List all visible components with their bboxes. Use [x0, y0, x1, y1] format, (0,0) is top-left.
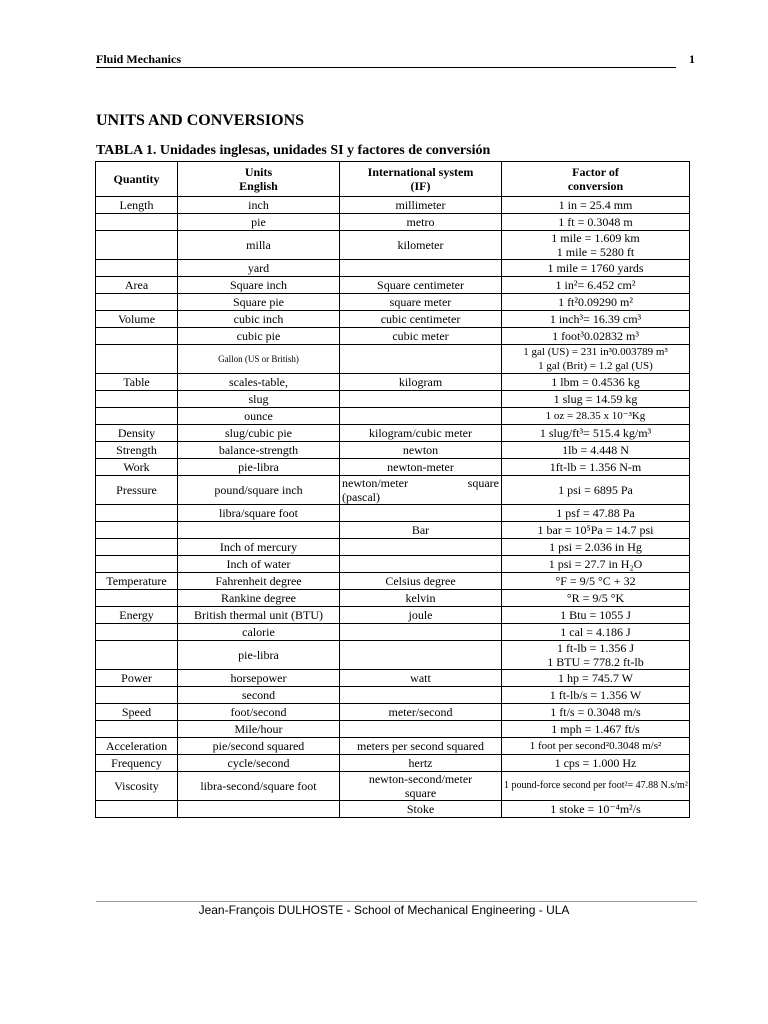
- english-unit-cell-text: Gallon (US or British): [218, 354, 299, 364]
- header-intl-line1: International system: [367, 165, 474, 179]
- international-unit-cell: [340, 459, 502, 476]
- english-unit-cell: [178, 607, 340, 624]
- conversion-factor-cell-text-2: 1 mile = 5280 ft: [556, 245, 635, 259]
- quantity-cell: [96, 670, 178, 687]
- conversion-factor-cell: [502, 442, 690, 459]
- quantity-cell: [96, 277, 178, 294]
- conversion-factor-cell-text: 1 ft/s = 0.3048 m/s: [550, 705, 641, 719]
- quantity-cell: [96, 704, 178, 721]
- quantity-cell: [96, 772, 178, 801]
- english-unit-cell: [178, 425, 340, 442]
- table-row: [96, 345, 690, 374]
- international-unit-cell-text: Bar: [411, 523, 430, 537]
- international-unit-cell: [340, 391, 502, 408]
- quantity-cell-text: Power: [121, 671, 152, 685]
- international-unit-cell: [340, 294, 502, 311]
- conversion-factor-cell-text-2: 1 gal (Brit) = 1.2 gal (US): [538, 360, 653, 372]
- conversion-factor-cell-text: 1 cps = 1.000 Hz: [554, 756, 637, 770]
- english-unit-cell-text: Square inch: [230, 278, 287, 292]
- conversion-factor-cell: [502, 556, 690, 573]
- quantity-cell-text: Frequency: [111, 756, 162, 770]
- section-title: UNITS AND CONVERSIONS: [96, 112, 305, 129]
- conversion-factor-cell-text: 1 psf = 47.88 Pa: [556, 506, 635, 520]
- international-unit-cell: [340, 260, 502, 277]
- english-unit-cell: [178, 391, 340, 408]
- international-unit-cell-text-2: (pascal): [342, 490, 380, 504]
- international-unit-cell: [340, 231, 502, 260]
- quantity-cell: [96, 260, 178, 277]
- conversion-factor-cell-text: 1 foot per second²0.3048 m/s²: [529, 740, 662, 752]
- quantity-cell: [96, 505, 178, 522]
- conversion-factor-cell: [502, 311, 690, 328]
- english-unit-cell: [178, 801, 340, 818]
- english-unit-cell: [178, 721, 340, 738]
- english-unit-cell-text: slug/cubic pie: [225, 426, 292, 440]
- conversion-factor-cell: [502, 408, 690, 425]
- conversion-factor-cell: [502, 641, 690, 670]
- table-caption: TABLA 1. Unidades inglesas, unidades SI y factores de conversión: [96, 143, 491, 158]
- international-unit-cell: [340, 197, 502, 214]
- conversion-factor-cell: [502, 670, 690, 687]
- conversion-factor-cell-text: 1 psi = 27.7 in H₂O: [548, 557, 643, 571]
- international-unit-cell-text: newton-meter: [387, 460, 454, 474]
- page-header: [96, 52, 676, 68]
- international-unit-cell: [340, 425, 502, 442]
- table-row: [96, 505, 690, 522]
- english-unit-cell-text: milla: [246, 238, 271, 252]
- conversion-factor-cell-text: 1 mile = 1760 yards: [547, 261, 644, 275]
- table-row: [96, 687, 690, 704]
- international-unit-cell: [340, 539, 502, 556]
- conversion-factor-cell-text: 1 bar = 10⁵Pa = 14.7 psi: [537, 523, 654, 537]
- international-unit-cell: [340, 590, 502, 607]
- international-unit-cell: [340, 442, 502, 459]
- table-row: [96, 311, 690, 328]
- conversion-factor-cell: [502, 573, 690, 590]
- international-unit-cell: [340, 476, 502, 505]
- quantity-cell: [96, 442, 178, 459]
- conversion-factor-cell-text: 1 gal (US) = 231 in³0.003789 m³: [523, 346, 668, 358]
- english-unit-cell: [178, 573, 340, 590]
- conversion-factor-cell-text: 1lb = 4.448 N: [562, 443, 629, 457]
- english-unit-cell-text: foot/second: [230, 705, 287, 719]
- conversion-factor-cell: [502, 294, 690, 311]
- english-unit-cell: [178, 345, 340, 374]
- english-unit-cell: [178, 641, 340, 670]
- table-row: [96, 755, 690, 772]
- header-factor: [502, 162, 690, 197]
- table-row: [96, 573, 690, 590]
- conversion-factor-cell-text: 1 ft-lb/s = 1.356 W: [549, 688, 642, 702]
- quantity-cell-text: Area: [124, 278, 149, 292]
- conversion-table: [95, 161, 690, 818]
- english-unit-cell: [178, 214, 340, 231]
- conversion-factor-cell: [502, 345, 690, 374]
- international-unit-cell-text: meter/second: [388, 705, 453, 719]
- english-unit-cell-text: calorie: [242, 625, 275, 639]
- table-row: [96, 721, 690, 738]
- english-unit-cell-text: slug: [248, 392, 269, 406]
- english-unit-cell-text: second: [241, 688, 276, 702]
- english-unit-cell-text: pie: [251, 215, 266, 229]
- conversion-factor-cell: [502, 214, 690, 231]
- page-number: 1: [689, 52, 695, 66]
- quantity-cell: [96, 721, 178, 738]
- english-unit-cell-text: scales-table,: [229, 375, 288, 389]
- conversion-factor-cell-text: 1 foot³0.02832 m³: [552, 329, 639, 343]
- table-row: [96, 607, 690, 624]
- conversion-factor-cell: [502, 755, 690, 772]
- quantity-cell: [96, 294, 178, 311]
- international-unit-cell: [340, 624, 502, 641]
- page-footer: Jean-François DULHOSTE - School of Mechanical Engineering - ULA: [198, 903, 570, 917]
- international-unit-cell: [340, 738, 502, 755]
- table-header-row: [96, 162, 690, 197]
- international-unit-cell-text: meters per second squared: [357, 739, 484, 753]
- conversion-factor-cell: [502, 687, 690, 704]
- table-row: [96, 391, 690, 408]
- conversion-factor-cell-text: 1 ft = 0.3048 m: [558, 215, 633, 229]
- english-unit-cell-text: Square pie: [233, 295, 284, 309]
- table-row: [96, 408, 690, 425]
- table-row: [96, 277, 690, 294]
- conversion-factor-cell: [502, 624, 690, 641]
- conversion-factor-cell-text: 1 slug = 14.59 kg: [553, 392, 638, 406]
- quantity-cell: [96, 687, 178, 704]
- conversion-factor-cell-text-2: 1 BTU = 778.2 ft-lb: [547, 655, 644, 669]
- header-title: Fluid Mechanics: [96, 52, 182, 66]
- international-unit-cell: [340, 607, 502, 624]
- english-unit-cell: [178, 408, 340, 425]
- english-unit-cell: [178, 556, 340, 573]
- english-unit-cell: [178, 505, 340, 522]
- header-factor-line1: Factor of: [572, 165, 619, 179]
- conversion-factor-cell: [502, 260, 690, 277]
- english-unit-cell-text: libra/square foot: [219, 506, 298, 520]
- table-row: [96, 641, 690, 670]
- conversion-factor-cell-text: 1 stoke = 10⁻⁴m²/s: [550, 802, 641, 816]
- english-unit-cell-text: inch: [248, 198, 269, 212]
- quantity-cell-text: Density: [117, 426, 156, 440]
- conversion-factor-cell: [502, 590, 690, 607]
- international-unit-cell: [340, 755, 502, 772]
- english-unit-cell: [178, 772, 340, 801]
- quantity-cell: [96, 522, 178, 539]
- conversion-factor-cell-text: 1 mph = 1.467 ft/s: [551, 722, 640, 736]
- international-unit-cell-text: Celsius degree: [385, 574, 456, 588]
- table-row: [96, 772, 690, 801]
- conversion-factor-cell: [502, 801, 690, 818]
- international-unit-cell-text: millimeter: [395, 198, 446, 212]
- english-unit-cell-text: pie/second squared: [212, 739, 305, 753]
- conversion-factor-cell-text: 1 in = 25.4 mm: [558, 198, 633, 212]
- international-unit-cell-text: watt: [410, 671, 431, 685]
- conversion-factor-cell: [502, 522, 690, 539]
- english-unit-cell: [178, 231, 340, 260]
- table-row: [96, 670, 690, 687]
- international-unit-cell-text: kilometer: [397, 238, 444, 252]
- footer-divider: [96, 901, 697, 902]
- international-unit-cell: [340, 522, 502, 539]
- conversion-factor-cell-text: 1 psi = 2.036 in Hg: [549, 540, 642, 554]
- quantity-cell: [96, 624, 178, 641]
- conversion-factor-cell-text: 1 in²= 6.452 cm²: [555, 278, 636, 292]
- quantity-cell: [96, 214, 178, 231]
- table-row: [96, 442, 690, 459]
- english-unit-cell: [178, 687, 340, 704]
- english-unit-cell-text: Fahrenheit degree: [215, 574, 302, 588]
- international-unit-cell-text: cubic centimeter: [380, 312, 461, 326]
- english-unit-cell-text: libra-second/square foot: [200, 779, 317, 793]
- table-row: [96, 425, 690, 442]
- quantity-cell: [96, 476, 178, 505]
- conversion-factor-cell: [502, 539, 690, 556]
- quantity-cell: [96, 573, 178, 590]
- conversion-factor-cell-text: 1 ft-lb = 1.356 J: [556, 641, 635, 655]
- conversion-factor-cell: [502, 425, 690, 442]
- international-unit-cell: [340, 374, 502, 391]
- international-unit-cell: [340, 408, 502, 425]
- international-unit-cell: [340, 556, 502, 573]
- conversion-factor-cell-text: 1 mile = 1.609 km: [551, 231, 640, 245]
- conversion-factor-cell-text: 1 cal = 4.186 J: [560, 625, 631, 639]
- international-unit-cell: [340, 670, 502, 687]
- quantity-cell: [96, 374, 178, 391]
- quantity-cell-text: Table: [123, 375, 150, 389]
- quantity-cell-text: Energy: [119, 608, 154, 622]
- english-unit-cell: [178, 197, 340, 214]
- english-unit-cell: [178, 328, 340, 345]
- international-unit-cell-text: newton-second/meter: [368, 772, 473, 786]
- table-row: [96, 328, 690, 345]
- english-unit-cell-text: pound/square inch: [214, 483, 303, 497]
- international-unit-cell: [340, 801, 502, 818]
- english-unit-cell: [178, 670, 340, 687]
- header-units-line2: English: [239, 179, 278, 193]
- quantity-cell: [96, 801, 178, 818]
- english-unit-cell: [178, 374, 340, 391]
- quantity-cell-text: Speed: [121, 705, 152, 719]
- table-row: [96, 590, 690, 607]
- conversion-factor-cell-text: 1 psi = 6895 Pa: [558, 483, 633, 497]
- table-row: [96, 801, 690, 818]
- international-unit-cell: [340, 772, 502, 801]
- table-row: [96, 476, 690, 505]
- english-unit-cell: [178, 442, 340, 459]
- table-row: [96, 556, 690, 573]
- conversion-factor-cell: [502, 772, 690, 801]
- quantity-cell: [96, 311, 178, 328]
- quantity-cell-text: Pressure: [116, 483, 157, 497]
- quantity-cell: [96, 590, 178, 607]
- conversion-factor-cell: [502, 721, 690, 738]
- international-unit-cell-text: Square centimeter: [377, 278, 464, 292]
- quantity-cell: [96, 328, 178, 345]
- conversion-factor-cell: [502, 391, 690, 408]
- conversion-factor-cell-text: 1 pound-force second per foot²= 47.88 N.s/m²: [504, 780, 688, 791]
- international-unit-cell-text: newton/meter square: [342, 476, 499, 490]
- header-factor-line2: conversion: [567, 179, 624, 193]
- english-unit-cell-text: cubic pie: [236, 329, 281, 343]
- international-unit-cell: [340, 687, 502, 704]
- english-unit-cell-text: ounce: [244, 409, 273, 423]
- international-unit-cell-text: cubic meter: [392, 329, 449, 343]
- conversion-factor-cell-text: 1 inch³= 16.39 cm³: [549, 312, 642, 326]
- quantity-cell: [96, 738, 178, 755]
- english-unit-cell-text: British thermal unit (BTU): [194, 608, 323, 622]
- table-row: [96, 294, 690, 311]
- english-unit-cell: [178, 476, 340, 505]
- international-unit-cell: [340, 311, 502, 328]
- conversion-factor-cell: [502, 328, 690, 345]
- quantity-cell-text: Acceleration: [105, 739, 168, 753]
- english-unit-cell-text: Inch of mercury: [219, 540, 298, 554]
- international-unit-cell-text: newton: [402, 443, 439, 457]
- international-unit-cell-text: Stoke: [406, 802, 435, 816]
- english-unit-cell-text: Rankine degree: [221, 591, 296, 605]
- table-body: [96, 197, 690, 818]
- english-unit-cell: [178, 459, 340, 476]
- international-unit-cell: [340, 573, 502, 590]
- english-unit-cell: [178, 624, 340, 641]
- international-unit-cell-text: kelvin: [405, 591, 436, 605]
- international-unit-cell-text: square meter: [389, 295, 452, 309]
- header-units: [178, 162, 340, 197]
- quantity-cell: [96, 459, 178, 476]
- quantity-cell-text: Temperature: [106, 574, 167, 588]
- english-unit-cell: [178, 590, 340, 607]
- quantity-cell-text: Strength: [116, 443, 157, 457]
- conversion-factor-cell-text: 1ft-lb = 1.356 N-m: [549, 460, 642, 474]
- english-unit-cell-text: cubic inch: [233, 312, 284, 326]
- conversion-factor-cell-text: 1 ft²0.09290 m²: [558, 295, 633, 309]
- table-row: [96, 738, 690, 755]
- conversion-factor-cell: [502, 197, 690, 214]
- english-unit-cell-text: pie-libra: [238, 648, 279, 662]
- header-international: [340, 162, 502, 197]
- english-unit-cell: [178, 539, 340, 556]
- quantity-cell: [96, 607, 178, 624]
- table-row: [96, 214, 690, 231]
- quantity-cell: [96, 391, 178, 408]
- quantity-cell: [96, 556, 178, 573]
- conversion-factor-cell: [502, 607, 690, 624]
- international-unit-cell: [340, 345, 502, 374]
- table-row: [96, 231, 690, 260]
- conversion-factor-cell-text: 1 Btu = 1055 J: [560, 608, 631, 622]
- quantity-cell: [96, 231, 178, 260]
- quantity-cell: [96, 197, 178, 214]
- header-units-line1: Units: [244, 165, 273, 179]
- conversion-factor-cell-text: 1 hp = 745.7 W: [558, 671, 633, 685]
- quantity-cell-text: Work: [123, 460, 150, 474]
- english-unit-cell: [178, 522, 340, 539]
- conversion-factor-cell-text: 1 slug/ft³= 515.4 kg/m³: [539, 426, 652, 440]
- international-unit-cell: [340, 328, 502, 345]
- conversion-factor-cell: [502, 476, 690, 505]
- quantity-cell: [96, 408, 178, 425]
- english-unit-cell: [178, 738, 340, 755]
- english-unit-cell: [178, 311, 340, 328]
- quantity-cell-text: Length: [119, 198, 154, 212]
- conversion-factor-cell-text: 1 lbm = 0.4536 kg: [551, 375, 640, 389]
- english-unit-cell: [178, 704, 340, 721]
- english-unit-cell-text: Mile/hour: [234, 722, 283, 736]
- international-unit-cell-text: kilogram: [398, 375, 443, 389]
- international-unit-cell: [340, 277, 502, 294]
- table-row: [96, 197, 690, 214]
- quantity-cell: [96, 425, 178, 442]
- conversion-factor-cell-text: 1 oz = 28.35 x 10⁻³Kg: [545, 410, 646, 422]
- table-row: [96, 459, 690, 476]
- conversion-factor-cell: [502, 231, 690, 260]
- english-unit-cell-text: Inch of water: [226, 557, 291, 571]
- table-row: [96, 522, 690, 539]
- international-unit-cell: [340, 641, 502, 670]
- quantity-cell: [96, 755, 178, 772]
- conversion-factor-cell: [502, 277, 690, 294]
- english-unit-cell-text: pie-libra: [238, 460, 279, 474]
- international-unit-cell: [340, 704, 502, 721]
- english-unit-cell: [178, 260, 340, 277]
- international-unit-cell-text: kilogram/cubic meter: [369, 426, 472, 440]
- english-unit-cell: [178, 277, 340, 294]
- international-unit-cell-text: hertz: [408, 756, 433, 770]
- english-unit-cell: [178, 294, 340, 311]
- conversion-factor-cell: [502, 704, 690, 721]
- conversion-factor-cell-text: °F = 9/5 °C + 32: [555, 574, 636, 588]
- conversion-factor-cell: [502, 738, 690, 755]
- english-unit-cell-text: yard: [247, 261, 270, 275]
- table-row: [96, 374, 690, 391]
- header-intl-line2: (IF): [410, 179, 431, 193]
- conversion-factor-cell-text: °R = 9/5 °K: [566, 591, 625, 605]
- english-unit-cell-text: horsepower: [230, 671, 287, 685]
- table-row: [96, 539, 690, 556]
- header-quantity: Quantity: [96, 162, 178, 197]
- quantity-cell-text: Volume: [117, 312, 156, 326]
- international-unit-cell: [340, 721, 502, 738]
- table-row: [96, 704, 690, 721]
- international-unit-cell-text: joule: [408, 608, 433, 622]
- quantity-cell: [96, 345, 178, 374]
- table-row: [96, 624, 690, 641]
- quantity-cell: [96, 641, 178, 670]
- international-unit-cell-text-2: square: [404, 786, 437, 800]
- quantity-cell-text: Viscosity: [114, 779, 159, 793]
- english-unit-cell: [178, 755, 340, 772]
- international-unit-cell: [340, 505, 502, 522]
- conversion-factor-cell: [502, 374, 690, 391]
- conversion-factor-cell: [502, 505, 690, 522]
- english-unit-cell-text: balance-strength: [218, 443, 299, 457]
- table-row: [96, 260, 690, 277]
- quantity-cell: [96, 539, 178, 556]
- international-unit-cell: [340, 214, 502, 231]
- international-unit-cell-text: metro: [406, 215, 435, 229]
- english-unit-cell-text: cycle/second: [227, 756, 290, 770]
- conversion-factor-cell: [502, 459, 690, 476]
